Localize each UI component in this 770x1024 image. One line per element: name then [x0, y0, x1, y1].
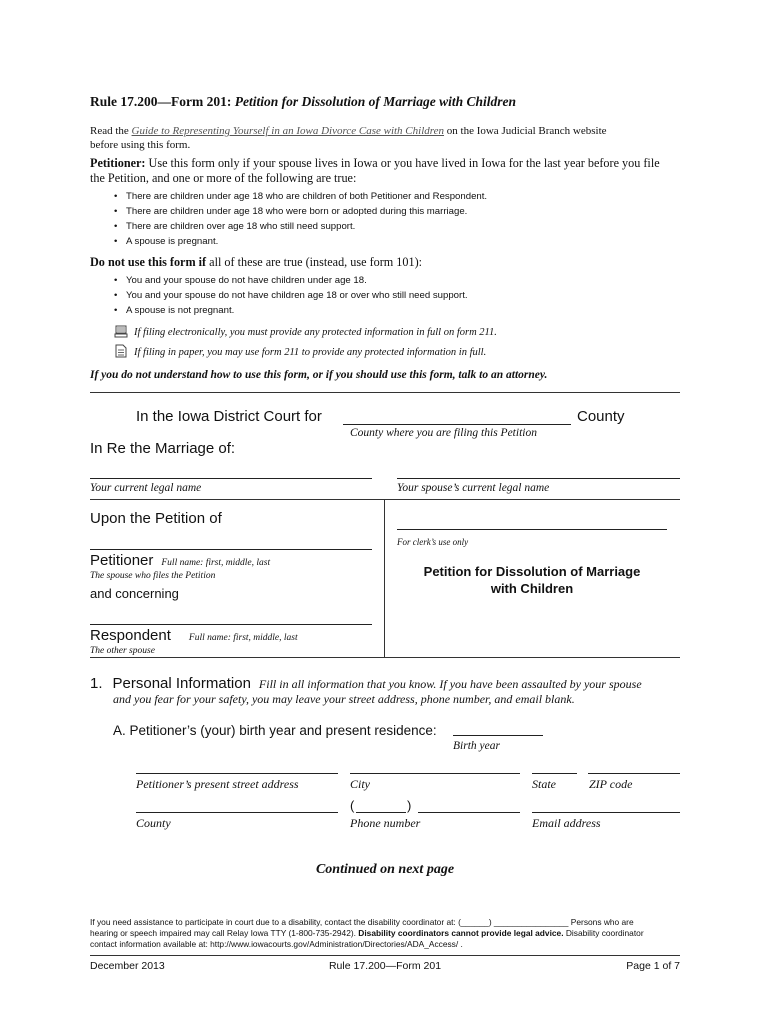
list-item: • You and your spouse do not have children age 18 or over who still need support. [112, 288, 468, 303]
divider [90, 392, 680, 393]
city-hint: City [350, 777, 370, 791]
caption-top-rule [90, 499, 680, 500]
current-name-hint: Your current legal name [90, 482, 202, 494]
footer-date: December 2013 [90, 960, 165, 972]
county-field[interactable] [343, 424, 571, 425]
and-concerning-label: and concerning [90, 586, 179, 601]
phone-number-field[interactable] [418, 812, 520, 813]
form-title: Petition for Dissolution of Marriage with Children [234, 94, 517, 109]
not-use-conditions-list [112, 273, 468, 318]
do-not-use-heading: Do not use this form if all of these are true (instead, use form 101): [90, 255, 423, 269]
petitioner-instructions: Petitioner: Use this form only if your spouse lives in Iowa or you have lived in Iowa for the last year before you file the Petition, and one or more of the following are true: [90, 156, 660, 185]
county-hint-2: County [136, 816, 171, 830]
zip-field[interactable] [588, 773, 680, 774]
phone-hint: Phone number [350, 816, 421, 830]
list-item: • A spouse is not pregnant. [112, 303, 468, 318]
section-instructions-cont: and you fear for your safety, you may leave your street address, phone number, and email blank. [113, 692, 575, 706]
phone-area-code-field[interactable] [356, 812, 406, 813]
city-field[interactable] [350, 773, 520, 774]
petitioner-sub: The spouse who files the Petition [90, 571, 216, 581]
spouse-name-hint: Your spouse’s current legal name [397, 482, 550, 494]
list-item: • There are children under age 18 who are children of both Petitioner and Respondent. [112, 189, 487, 204]
respondent-label-row [90, 627, 298, 645]
phone-area-open: ( [350, 798, 355, 813]
document-icon [115, 344, 127, 358]
section-1-heading [90, 675, 642, 693]
petitioner-hint: Full name: first, middle, last [161, 558, 271, 568]
birth-year-hint: Birth year [453, 740, 500, 752]
paper-filing-note: If filing in paper, you may use form 211 to provide any protected information in full. [134, 347, 487, 358]
street-address-field[interactable] [136, 773, 338, 774]
street-hint: Petitioner’s present street address [136, 777, 299, 791]
list-item: • There are children under age 18 who were born or adopted during this marriage. [112, 204, 487, 219]
zip-hint: ZIP code [589, 777, 633, 791]
county-label: County [577, 408, 625, 425]
read-guide-text: Read the Guide to Representing Yourself in an Iowa Divorce Case with Children on the Iowa Judicial Branch website before using this form. [90, 125, 607, 151]
spouse-name-field[interactable] [397, 478, 680, 479]
caption-bottom-rule [90, 657, 680, 658]
list-item: • You and your spouse do not have children under age 18. [112, 273, 468, 288]
section-instructions: Fill in all information that you know. If you have been assaulted by your spouse [258, 677, 642, 691]
state-hint: State [532, 777, 556, 791]
respondent-hint: Full name: first, middle, last [188, 633, 298, 643]
court-label: In the Iowa District Court for [136, 408, 322, 425]
use-conditions-list [112, 189, 487, 249]
electronic-filing-note: If filing electronically, you must provide any protected information in full on form 211. [134, 327, 497, 338]
email-field[interactable] [532, 812, 680, 813]
footer-form-ref: Rule 17.200—Form 201 [328, 960, 442, 972]
marriage-of-heading: In Re the Marriage of: [90, 440, 236, 457]
computer-icon [114, 325, 128, 338]
phone-area-close: ) [407, 798, 412, 813]
upon-petition-heading: Upon the Petition of [90, 510, 222, 527]
page-title [90, 94, 516, 110]
clerk-use-label: For clerk’s use only [397, 537, 469, 547]
footer-page-number: Page 1 of 7 [626, 960, 680, 972]
list-item: • A spouse is pregnant. [112, 234, 487, 249]
clerk-use-field [397, 529, 667, 530]
respondent-sub: The other spouse [90, 646, 155, 656]
respondent-name-field[interactable] [90, 624, 372, 625]
section-title: Personal Information [112, 675, 251, 692]
continued-note: Continued on next page [315, 862, 455, 877]
email-hint: Email address [532, 816, 601, 830]
list-item: • There are children over age 18 who still need support. [112, 219, 487, 234]
birth-year-field[interactable] [453, 735, 543, 736]
disability-notice: If you need assistance to participate in court due to a disability, contact the disability coordinator at: (______) ________________ Persons who are hearing or speech impaired may call Relay Iowa TTY (1-800-735-2942). Disability coordinators cannot provide legal advice. Disability coordinator contact information available at: http://www.iowacourts.gov/Administration/Directories/ADA_Access/ . [90, 917, 644, 949]
petitioner-label-row [90, 552, 270, 570]
petitioner-heading: Petitioner [90, 552, 154, 569]
rule-label: Rule 17.200—Form 201: [90, 94, 232, 109]
petitioner-name-field[interactable] [90, 549, 372, 550]
current-name-field[interactable] [90, 478, 372, 479]
county-hint: County where you are filing this Petition [350, 427, 537, 439]
respondent-heading: Respondent [90, 627, 171, 644]
attorney-note: If you do not understand how to use this form, or if you should use this form, talk to an attorney. [90, 369, 548, 381]
section-number: 1. [90, 675, 103, 692]
petitioner-label: Petitioner: [90, 156, 146, 170]
guide-link[interactable]: Guide to Representing Yourself in an Iowa Divorce Case with Children [131, 125, 445, 137]
state-field[interactable] [532, 773, 577, 774]
item-a-label: A. Petitioner’s (your) birth year and present residence: [113, 723, 437, 738]
document-title: Petition for Dissolution of Marriage with Children [423, 564, 641, 596]
county-residence-field[interactable] [136, 812, 338, 813]
footer-divider [90, 955, 680, 956]
